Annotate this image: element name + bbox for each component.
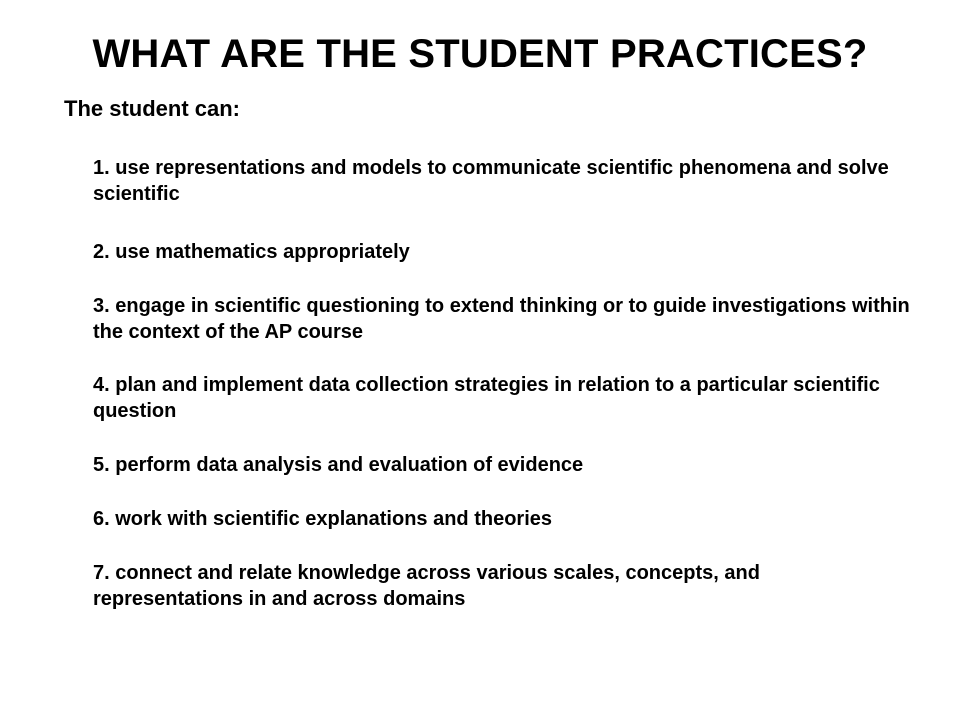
practice-item-3: 3. engage in scientific questioning to extend thinking or to guide investigations within the context of the AP course bbox=[93, 295, 910, 343]
practice-item-2: 2. use mathematics appropriately bbox=[93, 241, 410, 263]
practice-item-4: 4. plan and implement data collection strategies in relation to a particular scientific question bbox=[93, 374, 880, 422]
practice-item-1: 1. use representations and models to communicate scientific phenomena and solve scientific bbox=[93, 157, 889, 205]
intro-text: The student can: bbox=[64, 96, 241, 121]
practice-item-7: 7. connect and relate knowledge across various scales, concepts, and representations in and across domains bbox=[93, 562, 760, 610]
practice-item-5: 5. perform data analysis and evaluation of evidence bbox=[93, 454, 584, 476]
slide-title: WHAT ARE THE STUDENT PRACTICES? bbox=[92, 32, 868, 76]
practice-item-6: 6. work with scientific explanations and theories bbox=[93, 508, 553, 530]
